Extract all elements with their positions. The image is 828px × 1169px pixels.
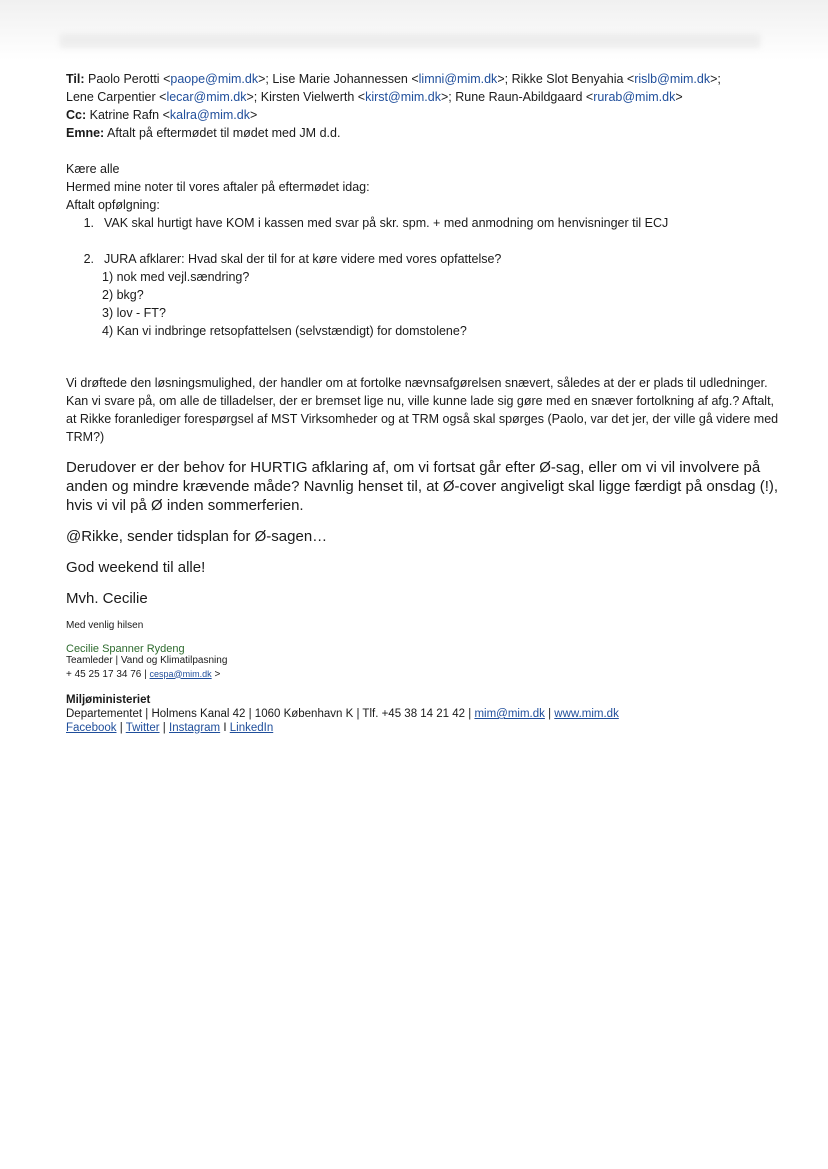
- signature-email[interactable]: cespa@mim.dk: [149, 668, 212, 679]
- facebook-link[interactable]: Facebook: [66, 722, 117, 734]
- twitter-link[interactable]: Twitter: [125, 722, 160, 734]
- org-email[interactable]: mim@mim.dk: [474, 708, 545, 720]
- paragraph-weekend: God weekend til alle!: [66, 559, 206, 576]
- signature-contact: [66, 668, 786, 682]
- org-name: Miljøministeriet: [66, 694, 151, 706]
- list-number: 1.: [83, 216, 94, 230]
- instagram-link[interactable]: Instagram: [169, 722, 221, 734]
- list-item: [66, 214, 786, 232]
- to-email[interactable]: paope@mim.dk: [170, 72, 259, 86]
- sub-list: [66, 268, 786, 340]
- to-name: Lene Carpentier: [66, 90, 156, 104]
- to-email[interactable]: rurab@mim.dk: [593, 90, 676, 104]
- org-block: [66, 693, 786, 735]
- to-name: Rikke Slot Benyahia: [511, 72, 624, 86]
- scan-shadow: [0, 0, 828, 60]
- cc-label: Cc:: [66, 108, 87, 122]
- to-email[interactable]: lecar@mim.dk: [166, 90, 247, 104]
- email-header: [66, 70, 786, 142]
- org-address: Departementet | Holmens Kanal 42 | 1060 København K | Tlf. +45 38 14 21 42 |: [66, 708, 472, 720]
- signature-name: Cecilie Spanner Rydeng: [66, 642, 185, 655]
- to-label: Til:: [66, 72, 85, 86]
- sub-list-item: 4) Kan vi indbringe retsopfattelsen (selvstændigt) for domstolene?: [102, 324, 467, 338]
- to-name: Lise Marie Johannessen: [272, 72, 408, 86]
- to-line-2: Lene Carpentier <lecar@mim.dk>; Kirsten Vielwerth <kirst@mim.dk>; Rune Raun-Abildgaard <rurab@mim.dk>: [66, 90, 683, 104]
- separator: |: [119, 722, 123, 734]
- to-name: Rune Raun-Abildgaard: [455, 90, 583, 104]
- signature-email-suffix: >: [214, 668, 221, 680]
- to-name: Kirsten Vielwerth: [260, 90, 355, 104]
- intro-text: Hermed mine noter til vores aftaler på eftermødet idag:: [66, 180, 370, 194]
- to-email[interactable]: rislb@mim.dk: [634, 72, 711, 86]
- to-email[interactable]: limni@mim.dk: [418, 72, 498, 86]
- signature-phone: + 45 25 17 34 76 |: [66, 668, 147, 680]
- scan-artifact: [60, 34, 760, 48]
- list-item: [66, 250, 786, 268]
- email-content: [66, 70, 786, 735]
- subject-line: [66, 124, 786, 142]
- email-intro: [66, 160, 786, 214]
- list-number: 2.: [83, 252, 94, 266]
- list-item-text: JURA afklarer: Hvad skal der til for at køre videre med vores opfattelse?: [104, 252, 502, 266]
- regards: Med venlig hilsen: [66, 620, 144, 631]
- to-line-1: Til: Paolo Perotti <paope@mim.dk>; Lise Marie Johannessen <limni@mim.dk>; Rikke Slot Benyahia <rislb@mim.dk>;: [66, 72, 721, 86]
- cc-line: Cc: Katrine Rafn <kalra@mim.dk>: [66, 108, 258, 122]
- signature-block: [66, 643, 786, 682]
- greeting: Kære alle: [66, 162, 120, 176]
- subject-label: Emne:: [66, 126, 105, 140]
- separator: |: [162, 722, 166, 734]
- sub-list-item: 3) lov - FT?: [102, 306, 166, 320]
- paragraph-timeline: @Rikke, sender tidsplan for Ø-sagen…: [66, 528, 328, 545]
- signoff: Mvh. Cecilie: [66, 590, 148, 607]
- separator: |: [548, 708, 552, 720]
- separator: I: [223, 722, 227, 734]
- website-link[interactable]: www.mim.dk: [554, 708, 619, 720]
- sub-list-item: 1) nok med vejl.sændring?: [102, 270, 250, 284]
- social-links: [66, 721, 786, 735]
- sub-list-item: 2) bkg?: [102, 288, 144, 302]
- to-email[interactable]: kirst@mim.dk: [365, 90, 441, 104]
- linkedin-link[interactable]: LinkedIn: [229, 722, 274, 734]
- paragraph-options: Vi drøftede den løsningsmulighed, der handler om at fortolke nævnsafgørelsen snævert, således at der er plads til udledninger. Kan vi svare på, om alle de tilladelser, der er bremset lige nu, ville kunne lade sig gøre med en snæver fortolkning af afg.? Aftalt, at Rikke foranlediger forespørgsel af MST Virksomheder og at TRM også skal spørges (Paolo, var det jer, der ville gå videre med TRM?): [66, 376, 779, 444]
- cc-email[interactable]: kalra@mim.dk: [169, 108, 250, 122]
- cc-name: Katrine Rafn: [89, 108, 160, 122]
- paragraph-clarification: Derudover er der behov for HURTIG afklaring af, om vi fortsat går efter Ø-sag, eller om vi vil involvere på anden og mindre krævende måde? Navnlig henset til, at Ø-cover angiveligt skal ligge færdigt på onsdag (!), hvis vi vil på Ø inden sommerferien.: [66, 459, 779, 514]
- signature-title: Teamleder | Vand og Klimatilpasning: [66, 655, 228, 666]
- followup-label: Aftalt opfølgning:: [66, 198, 160, 212]
- to-name: Paolo Perotti: [88, 72, 160, 86]
- list-item-text: VAK skal hurtigt have KOM i kassen med svar på skr. spm. + med anmodning om henvisninger til ECJ: [104, 216, 669, 230]
- org-address-line: [66, 707, 786, 721]
- subject-text: Aftalt på eftermødet til mødet med JM d.d.: [107, 126, 341, 140]
